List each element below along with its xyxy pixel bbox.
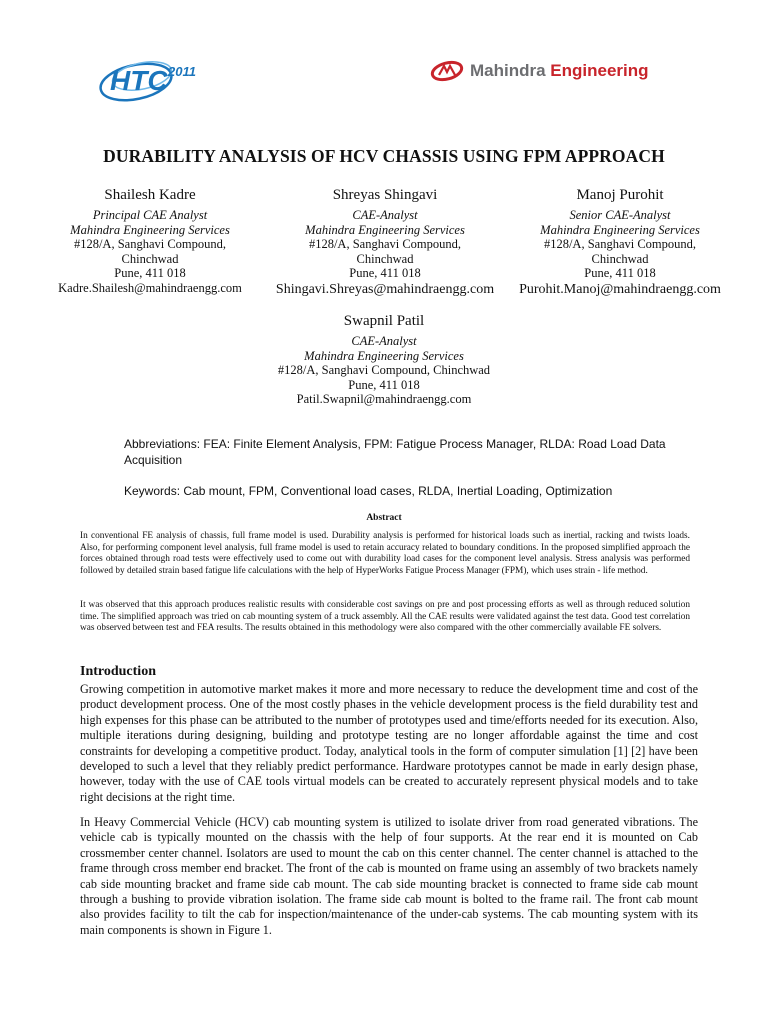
author-name: Swapnil Patil	[343, 313, 425, 329]
author-name: Shailesh Kadre	[104, 187, 196, 203]
htc-logo-graphic	[96, 52, 206, 104]
author-address-line2: Chinchwad	[121, 251, 179, 266]
author-address: #128/A, Sanghavi Compound,	[543, 237, 697, 251]
author-role: CAE-Analyst	[352, 208, 418, 222]
author-role: Senior CAE-Analyst	[569, 208, 671, 222]
author-name: Manoj Purohit	[576, 187, 664, 203]
author-name: Shreyas Shingavi	[332, 187, 438, 203]
author-address-line2: Chinchwad	[591, 251, 649, 266]
body-paragraph: In Heavy Commercial Vehicle (HCV) cab mounting system is utilized to isolate driver from road generated vibrations. The vehicle cab is typically mounted on the chassis with the help of four supports. At the rear end it is mounted on Cab crossmember center channel. Isolators are used to mount the cab on this center channel. The center channel is attached to the frame through cross member end bracket. The front of the cab is mounted on frame using an assembly of two brackets namely cab side mounting bracket and frame side cab mount. The cab side mounting bracket is connected to frame side cab mount through a bushing to provide vibration isolation. The frame side cab mount is bolted to the frame rail. The front cab mount also provides facility to tilt the cab for inspection/maintenance of the under-cab systems. The cab mounting system with its main components is shown in Figure 1.	[80, 815, 698, 937]
author-block	[270, 186, 500, 298]
section-heading-introduction: Introduction	[80, 664, 156, 679]
author-city: Pune, 411 018	[114, 266, 186, 280]
author-address: #128/A, Sanghavi Compound, Chinchwad	[277, 363, 491, 377]
author-block	[40, 186, 260, 295]
author-organization: Mahindra Engineering Services	[305, 222, 465, 237]
author-role: CAE-Analyst	[351, 334, 417, 348]
mahindra-logo-wordmark	[470, 61, 649, 81]
author-email[interactable]: Patil.Swapnil@mahindraengg.com	[296, 392, 472, 406]
author-city: Pune, 411 018	[348, 377, 420, 392]
author-city: Pune, 411 018	[584, 266, 656, 280]
author-address: #128/A, Sanghavi Compound,	[308, 237, 462, 251]
abstract-paragraph: In conventional FE analysis of chassis, full frame model is used. Durability analysis is performed for historical loads such as inertial, racking and twists loads. Also, for performing component level analysis, full frame model is used to retain accuracy related to boundary conditions. In the proposed simplified approach the forces obtained through road tests were effectively used to come out with durability load cases for the component level analysis. Stress analysis was performed followed by detailed strain based fatigue life calculations with the help of HyperWorks Fatigue Process Manager (FPM), which uses strain - life method.	[80, 531, 690, 576]
abbreviations: Abbreviations: FEA: Finite Element Analysis, FPM: Fatigue Process Manager, RLDA: Road Load Data Acquisition	[124, 437, 666, 467]
htc-logo-year: 2011	[168, 64, 196, 79]
paper-title: DURABILITY ANALYSIS OF HCV CHASSIS USING FPM APPROACH	[103, 146, 665, 166]
author-address-line2: Chinchwad	[356, 251, 414, 266]
mahindra-brand-text: Mahindra	[470, 61, 546, 80]
mahindra-division-text: Engineering	[550, 61, 649, 80]
abstract-heading: Abstract	[366, 513, 402, 523]
author-email[interactable]: Kadre.Shailesh@mahindraengg.com	[58, 280, 242, 295]
author-role: Principal CAE Analyst	[92, 208, 208, 222]
author-email[interactable]: Shingavi.Shreyas@mahindraengg.com	[275, 281, 495, 297]
author-organization: Mahindra Engineering Services	[70, 222, 230, 237]
author-address: #128/A, Sanghavi Compound,	[73, 237, 227, 251]
htc-conference-logo	[96, 52, 206, 104]
author-organization: Mahindra Engineering Services	[304, 348, 464, 363]
mahindra-logo-icon	[430, 60, 464, 82]
body-paragraph: Growing competition in automotive market makes it more and more necessary to reduce the development time and cost of the product development process. One of the most costly phases in the vehicle development process is the field durability test and high expenses for this phase can be attributed to the number of prototypes used and time/efforts needed for its execution. Also, multiple iterations during designing, building and prototype testing are no longer affordable against the time and cost constraints for developing a competitive product. Today, analytical tools in the form of computer simulation [1] [2] have been developed to such a level that they reliably predict performance. Hardware prototypes cannot be made in early design phase, however, today with the use of CAE tools virtual models can be created to accurately represent physical models and to take right decisions at the right time.	[80, 682, 698, 804]
author-organization: Mahindra Engineering Services	[540, 222, 700, 237]
author-city: Pune, 411 018	[349, 266, 421, 280]
abstract-paragraph: It was observed that this approach produces realistic results with considerable cost savings on pre and post processing efforts as well as through reduced solution time. The simplified approach was tried on cab mounting system of a truck assembly. All the CAE results were validated against the test data. Good test correlation was observed between test and FEA results. The results obtained in this methodology were also compared with the other commercially available FE solvers.	[80, 600, 690, 634]
author-email[interactable]: Purohit.Manoj@mahindraengg.com	[519, 281, 721, 297]
author-block	[505, 186, 735, 298]
author-block	[234, 312, 534, 407]
mahindra-engineering-logo	[430, 58, 660, 84]
htc-logo-text: HTC	[110, 65, 168, 96]
keywords: Keywords: Cab mount, FPM, Conventional load cases, RLDA, Inertial Loading, Optimization	[124, 484, 613, 498]
